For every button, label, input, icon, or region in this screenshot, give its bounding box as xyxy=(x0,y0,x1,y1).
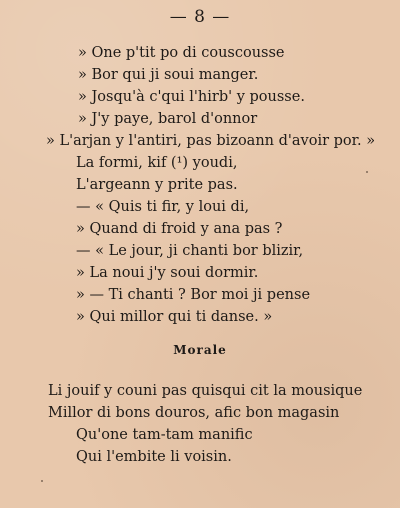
poem-line: » L'arjan y l'antiri, pas bizoann d'avoir por. » xyxy=(46,133,376,149)
poem-line: La formi, kif (¹) youdi, xyxy=(76,155,238,171)
poem-line: » Qui millor qui ti danse. » xyxy=(76,309,273,325)
poem-line: — « Quis ti fir, y loui di, xyxy=(76,199,250,215)
morale-line: Qu'one tam-tam manific xyxy=(76,427,253,443)
morale-line: Millor di bons douros, afic bon magasin xyxy=(48,405,340,421)
morale-heading: Morale xyxy=(173,343,227,357)
poem-line: » Bor qui ji soui manger. xyxy=(78,67,259,83)
paper-speck xyxy=(366,171,368,173)
paper-speck xyxy=(41,480,43,482)
morale-line: Li jouif y couni pas quisqui cit la mousique xyxy=(48,383,363,399)
poem-block xyxy=(48,42,398,328)
poem-line: — « Le jour, ji chanti bor blizir, xyxy=(76,243,304,259)
poem-line: L'argeann y prite pas. xyxy=(76,177,238,193)
morale-block xyxy=(48,380,398,468)
poem-line: » One p'tit po di couscousse xyxy=(78,45,285,61)
poem-line: » Josqu'à c'qui l'hirb' y pousse. xyxy=(78,89,305,105)
poem-line: » J'y paye, barol d'onnor xyxy=(78,111,258,127)
morale-line: Qui l'embite li voisin. xyxy=(76,449,232,465)
page-number: — 8 — xyxy=(169,7,231,27)
poem-line: » Quand di froid y ana pas ? xyxy=(76,221,283,237)
poem-line: » — Ti chanti ? Bor moi ji pense xyxy=(76,287,311,303)
poem-line: » La noui j'y soui dormir. xyxy=(76,265,259,281)
